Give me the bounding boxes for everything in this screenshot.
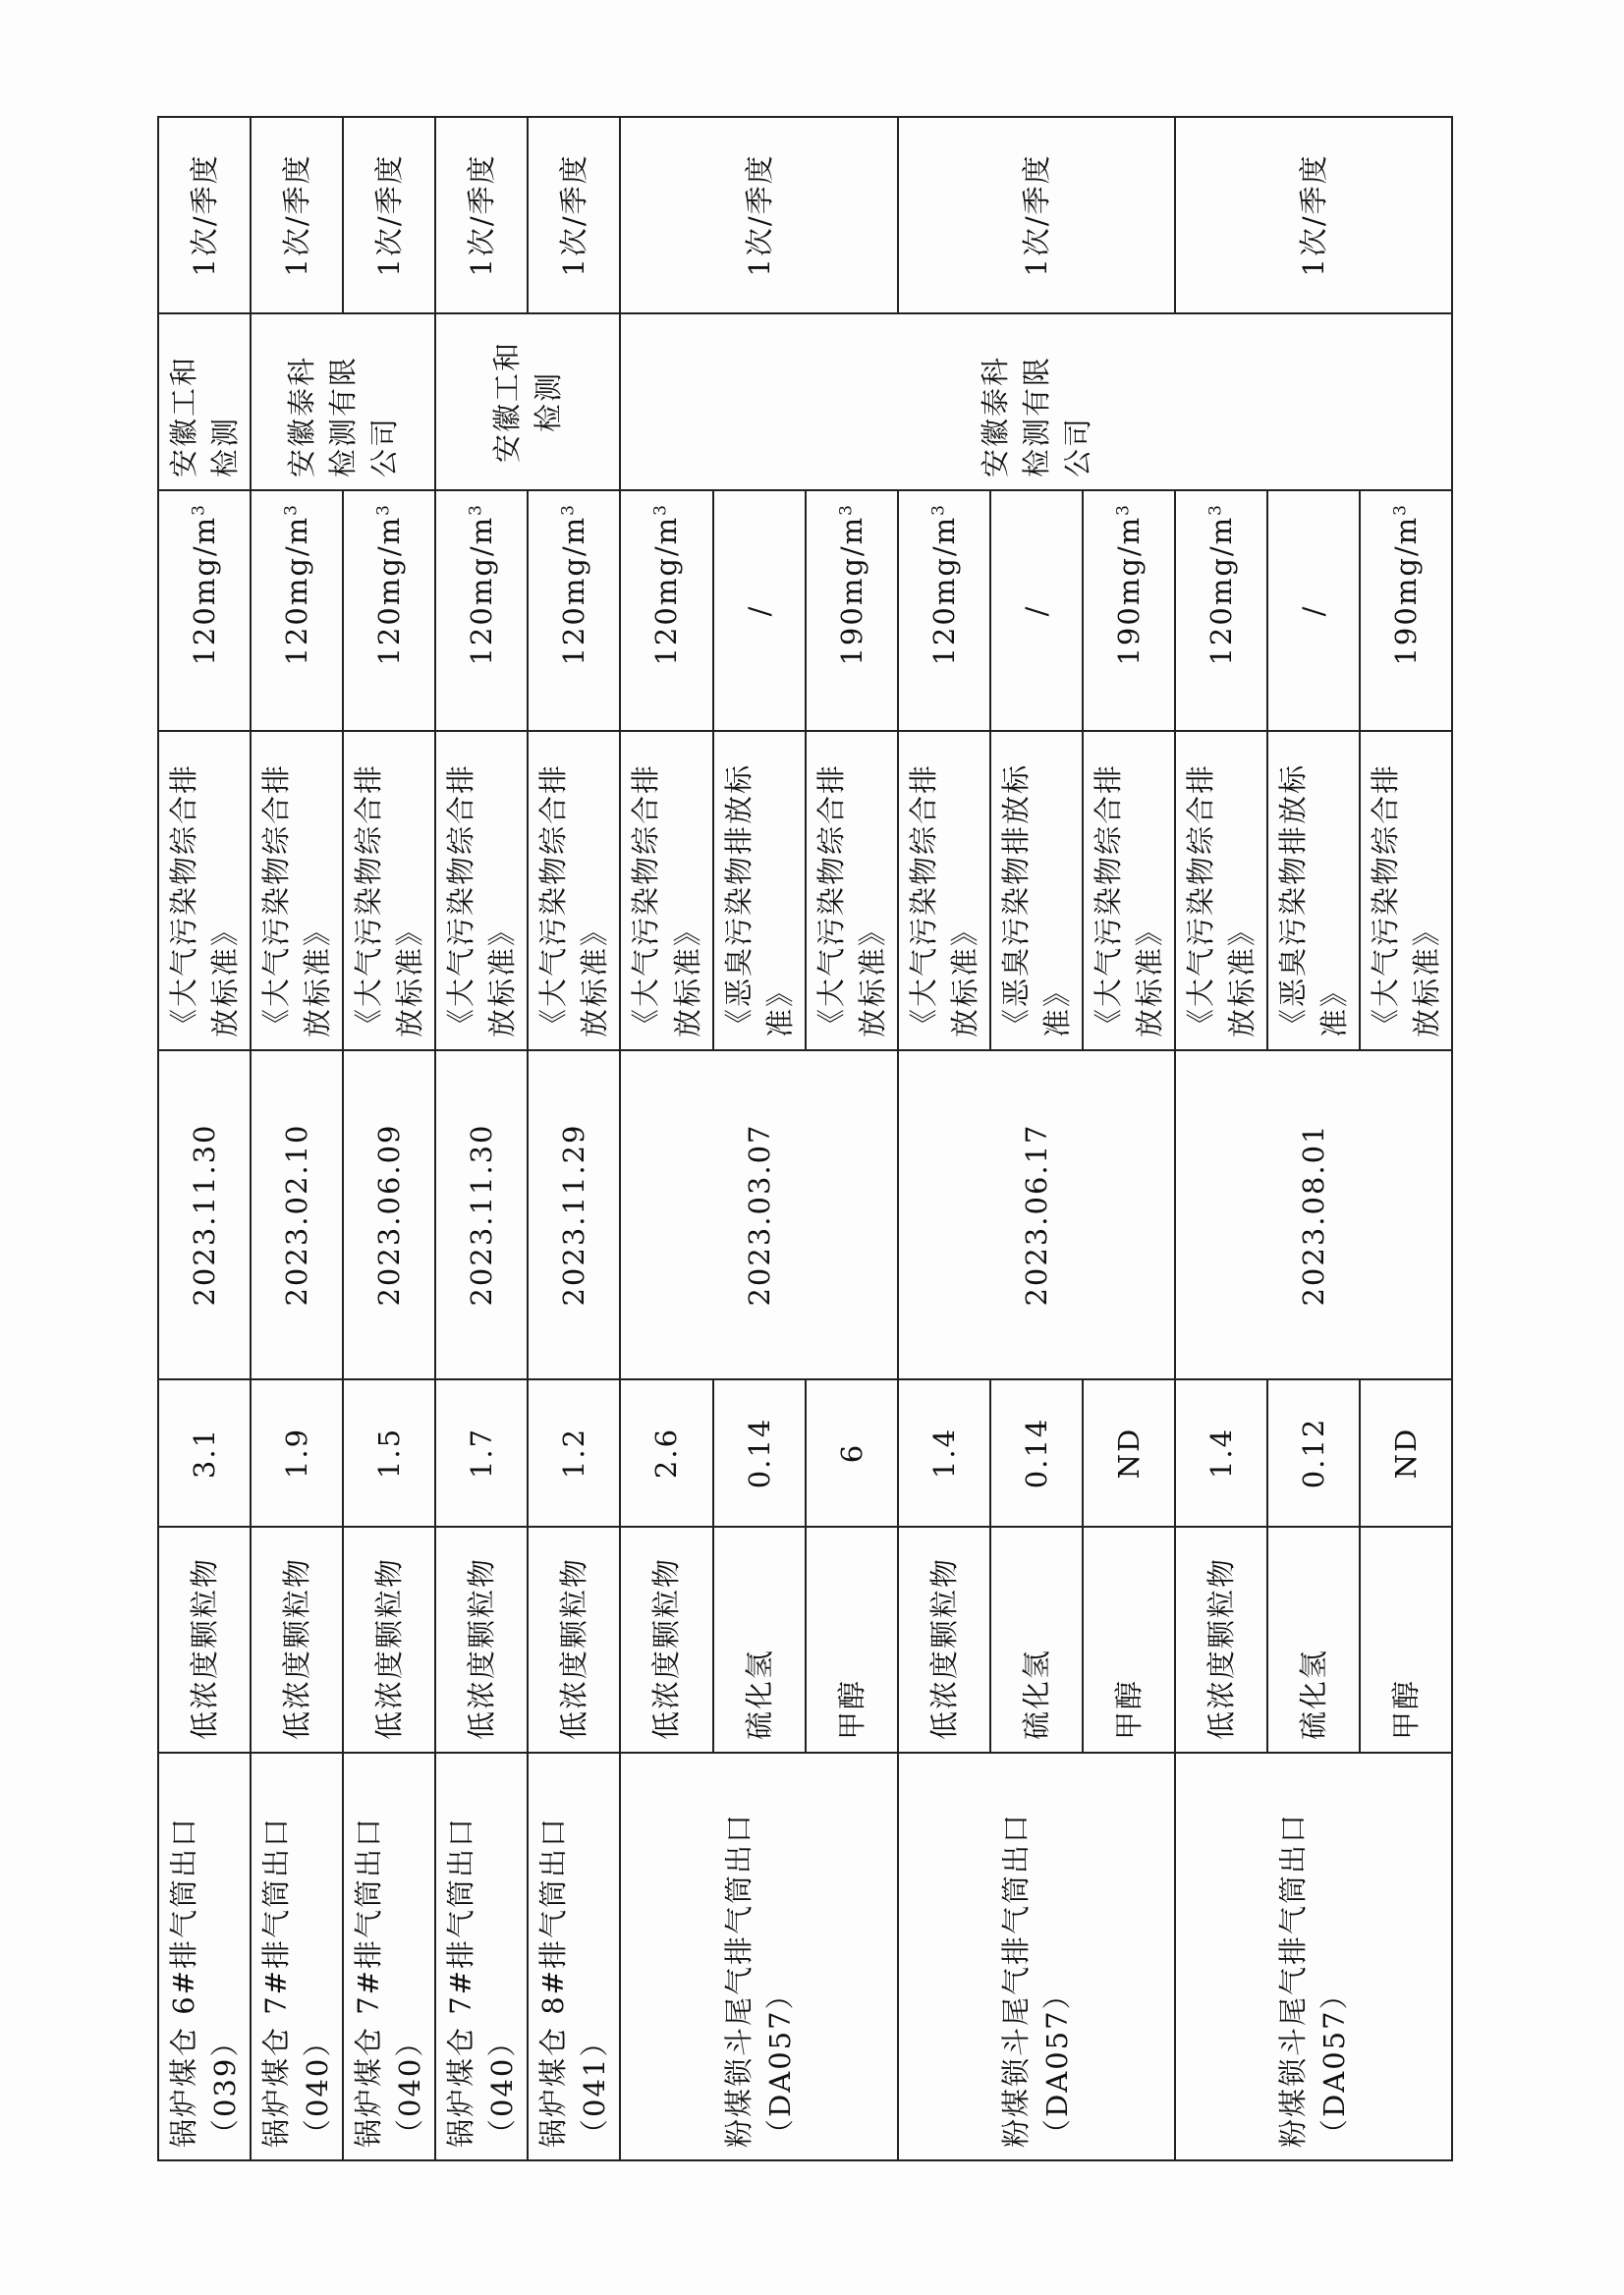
value-cell: ND (1083, 1379, 1175, 1527)
freq-cell: 1次/季度 (343, 117, 435, 313)
pollutant-cell: 低浓度颗粒物 (251, 1527, 343, 1753)
date-cell: 2023.11.29 (528, 1050, 620, 1379)
date-cell: 2023.06.09 (343, 1050, 435, 1379)
limit-cell (1175, 490, 1267, 731)
pollutant-cell: 甲醇 (806, 1527, 898, 1753)
freq-cell: 1次/季度 (435, 117, 528, 313)
limit-sup: 3 (836, 503, 857, 516)
rotated-table-wrapper (157, 118, 1444, 2161)
outlet-cell: 粉煤锁斗尾气排气筒出口（DA057） (1175, 1753, 1452, 2160)
pollutant-cell: 低浓度颗粒物 (898, 1527, 990, 1753)
outlet-cell: 锅炉煤仓 8#排气筒出口（041） (528, 1753, 620, 2160)
limit-text: 120mg/m (1204, 515, 1239, 666)
limit-text: 120mg/m (926, 515, 961, 666)
outlet-cell: 锅炉煤仓 7#排气筒出口（040） (251, 1753, 343, 2160)
limit-cell (620, 490, 712, 731)
pollutant-cell: 硫化氢 (713, 1527, 806, 1753)
value-cell: 1.9 (251, 1379, 343, 1527)
pollutant-cell: 甲醇 (1083, 1527, 1175, 1753)
freq-cell: 1次/季度 (528, 117, 620, 313)
limit-cell (528, 490, 620, 731)
limit-cell (806, 490, 898, 731)
limit-text: 120mg/m (280, 515, 314, 666)
limit-cell (1360, 490, 1452, 731)
date-cell: 2023.11.30 (158, 1050, 251, 1379)
outlet-cell: 锅炉煤仓 7#排气筒出口（040） (435, 1753, 528, 2160)
limit-text: 120mg/m (557, 515, 591, 666)
pollutant-cell: 硫化氢 (990, 1527, 1083, 1753)
value-cell: 0.12 (1267, 1379, 1360, 1527)
limit-sup: 3 (1205, 503, 1226, 516)
value-cell: 0.14 (990, 1379, 1083, 1527)
limit-cell: / (990, 490, 1083, 731)
limit-sup: 3 (928, 503, 949, 516)
pollutant-cell: 低浓度颗粒物 (158, 1527, 251, 1753)
date-cell: 2023.03.07 (620, 1050, 897, 1379)
pollutant-cell: 低浓度颗粒物 (528, 1527, 620, 1753)
freq-cell: 1次/季度 (620, 117, 897, 313)
standard-cell: 《大气污染物综合排放标准》 (620, 731, 712, 1050)
standard-cell: 《大气污染物综合排放标准》 (158, 731, 251, 1050)
value-cell: 3.1 (158, 1379, 251, 1527)
value-cell: 1.2 (528, 1379, 620, 1527)
limit-text: 190mg/m (834, 515, 868, 666)
org-cell: 安徽泰科检测有限公司 (620, 313, 1452, 490)
limit-cell (251, 490, 343, 731)
limit-sup: 3 (558, 503, 579, 516)
freq-cell: 1次/季度 (251, 117, 343, 313)
limit-text: 120mg/m (372, 515, 407, 666)
value-cell: 0.14 (713, 1379, 806, 1527)
table-row (435, 117, 528, 2160)
monitoring-table (157, 116, 1453, 2161)
standard-cell: 《恶臭污染物排放标准》 (1267, 731, 1360, 1050)
value-cell: ND (1360, 1379, 1452, 1527)
standard-cell: 《恶臭污染物排放标准》 (990, 731, 1083, 1050)
pollutant-cell: 低浓度颗粒物 (1175, 1527, 1267, 1753)
limit-text: 190mg/m (1111, 515, 1146, 666)
table-row (620, 117, 712, 2160)
limit-cell (158, 490, 251, 731)
limit-sup: 3 (373, 503, 394, 516)
limit-text: 120mg/m (465, 515, 499, 666)
pollutant-cell: 甲醇 (1360, 1527, 1452, 1753)
outlet-cell: 锅炉煤仓 6#排气筒出口（039） (158, 1753, 251, 2160)
outlet-cell: 粉煤锁斗尾气排气筒出口（DA057） (620, 1753, 897, 2160)
date-cell: 2023.02.10 (251, 1050, 343, 1379)
value-cell: 2.6 (620, 1379, 712, 1527)
limit-sup: 3 (650, 503, 671, 516)
standard-cell: 《大气污染物综合排放标准》 (528, 731, 620, 1050)
limit-text: 120mg/m (188, 515, 222, 666)
freq-cell: 1次/季度 (898, 117, 1175, 313)
value-cell: 1.5 (343, 1379, 435, 1527)
limit-sup: 3 (1390, 503, 1411, 516)
standard-cell: 《恶臭污染物排放标准》 (713, 731, 806, 1050)
standard-cell: 《大气污染物综合排放标准》 (806, 731, 898, 1050)
limit-cell (435, 490, 528, 731)
pollutant-cell: 低浓度颗粒物 (343, 1527, 435, 1753)
value-cell: 1.7 (435, 1379, 528, 1527)
limit-sup: 3 (189, 503, 209, 516)
limit-sup: 3 (466, 503, 486, 516)
outlet-cell: 锅炉煤仓 7#排气筒出口（040） (343, 1753, 435, 2160)
outlet-cell: 粉煤锁斗尾气排气筒出口（DA057） (898, 1753, 1175, 2160)
limit-cell: / (1267, 490, 1360, 731)
standard-cell: 《大气污染物综合排放标准》 (898, 731, 990, 1050)
org-cell: 安徽工和检测 (158, 313, 251, 490)
limit-sup: 3 (1113, 503, 1134, 516)
standard-cell: 《大气污染物综合排放标准》 (1360, 731, 1452, 1050)
limit-cell (1083, 490, 1175, 731)
pollutant-cell: 硫化氢 (1267, 1527, 1360, 1753)
limit-cell (343, 490, 435, 731)
limit-sup: 3 (281, 503, 302, 516)
standard-cell: 《大气污染物综合排放标准》 (251, 731, 343, 1050)
date-cell: 2023.08.01 (1175, 1050, 1452, 1379)
standard-cell: 《大气污染物综合排放标准》 (1175, 731, 1267, 1050)
freq-cell: 1次/季度 (1175, 117, 1452, 313)
pollutant-cell: 低浓度颗粒物 (435, 1527, 528, 1753)
org-cell: 安徽泰科检测有限公司 (251, 313, 435, 490)
table-row (158, 117, 251, 2160)
date-cell: 2023.11.30 (435, 1050, 528, 1379)
value-cell: 1.4 (898, 1379, 990, 1527)
date-cell: 2023.06.17 (898, 1050, 1175, 1379)
limit-text: 190mg/m (1389, 515, 1424, 666)
org-cell: 安徽工和检测 (435, 313, 620, 490)
standard-cell: 《大气污染物综合排放标准》 (1083, 731, 1175, 1050)
pollutant-cell: 低浓度颗粒物 (620, 1527, 712, 1753)
freq-cell: 1次/季度 (158, 117, 251, 313)
limit-cell (898, 490, 990, 731)
limit-text: 120mg/m (649, 515, 684, 666)
value-cell: 1.4 (1175, 1379, 1267, 1527)
standard-cell: 《大气污染物综合排放标准》 (435, 731, 528, 1050)
limit-cell: / (713, 490, 806, 731)
value-cell: 6 (806, 1379, 898, 1527)
standard-cell: 《大气污染物综合排放标准》 (343, 731, 435, 1050)
table-row (251, 117, 343, 2160)
